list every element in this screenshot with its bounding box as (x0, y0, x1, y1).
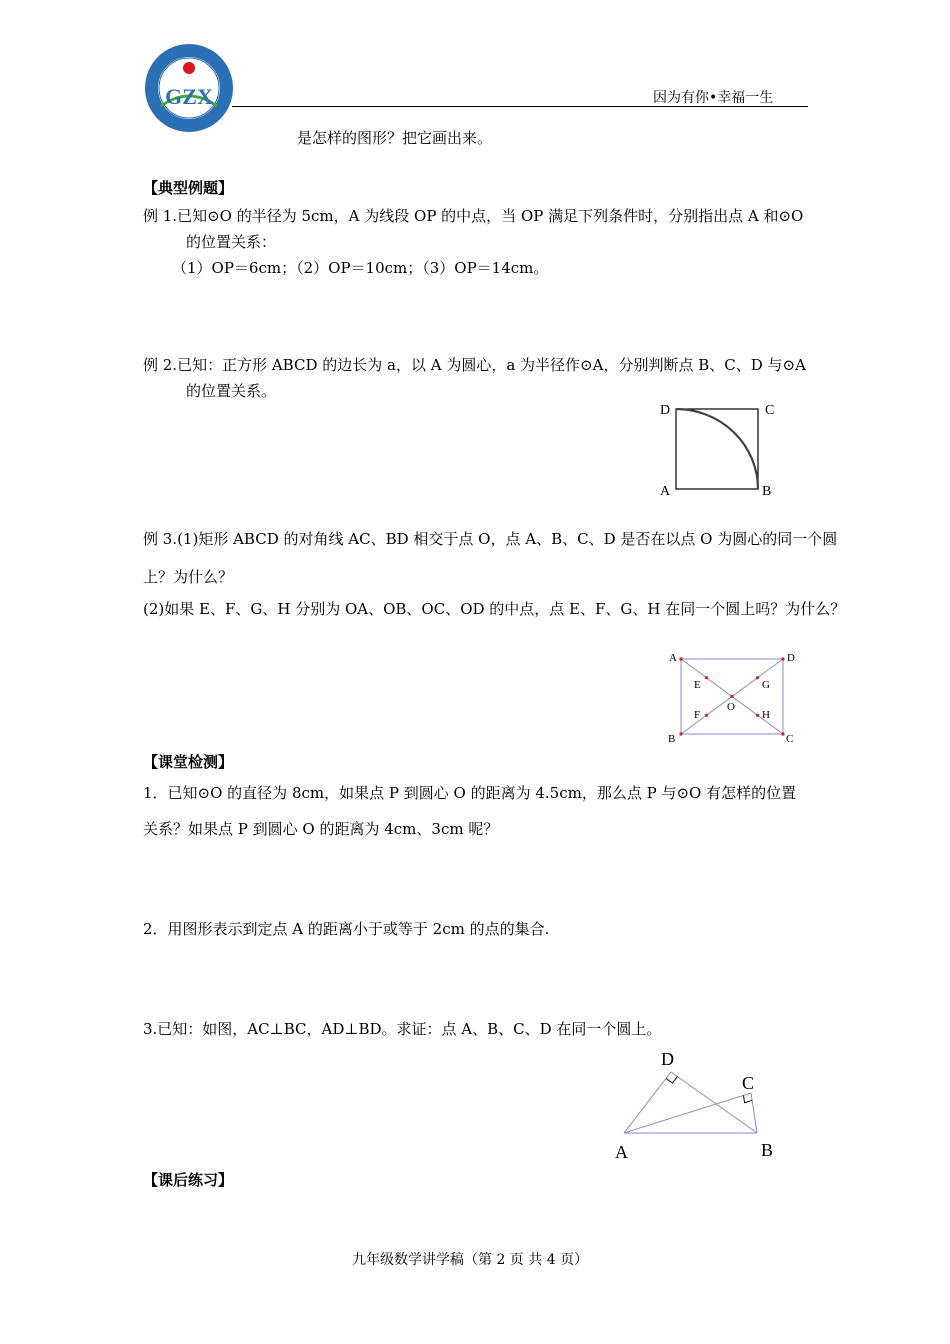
right-angle-mark-c (744, 1095, 753, 1102)
example3-line1: 例 3.(1)矩形 ABCD 的对角线 AC、BD 相交于点 O，点 A、B、C、D 是否在以点 O 为圆心的同一个圆 (143, 530, 838, 548)
segment-ac (624, 1093, 751, 1133)
label-b: B (762, 484, 772, 499)
label-c: C (786, 733, 794, 745)
point-o (730, 695, 733, 698)
rectangle-diagonals-figure (663, 644, 803, 748)
school-logo (143, 42, 235, 134)
point-a (679, 657, 682, 660)
logo-letters: GZX (165, 84, 213, 109)
point-d (781, 657, 784, 660)
check-q2: 2．用图形表示到定点 A 的距离小于或等于 2cm 的点的集合. (143, 920, 550, 938)
label-c: C (742, 1073, 755, 1093)
check-section-title: 【课堂检测】 (143, 753, 234, 771)
label-d: D (660, 403, 671, 418)
label-d: D (787, 652, 795, 664)
label-a: A (660, 484, 671, 499)
example3-line3: (2)如果 E、F、G、H 分别为 OA、OB、OC、OD 的中点，点 E、F、G、H 在同一个圆上吗？为什么？ (143, 600, 846, 618)
label-b: B (761, 1140, 774, 1160)
label-a: A (615, 1142, 628, 1162)
label-c: C (765, 403, 775, 418)
label-e: E (694, 679, 701, 691)
example1-line1: 例 1.已知⊙O 的半径为 5cm，A 为线段 OP 的中点，当 OP 满足下列条件时，分别指出点 A 和⊙O (143, 207, 804, 225)
square-abcd (676, 409, 758, 489)
examples-section-title: 【典型例题】 (143, 179, 234, 197)
arc-centered-a (676, 409, 758, 489)
segment-cb (751, 1093, 757, 1133)
page-footer: 九年级数学讲学稿（第 2 页 共 4 页） (352, 1252, 589, 1268)
logo-emblem-icon (143, 42, 235, 134)
label-f: F (694, 709, 701, 721)
label-d: D (661, 1049, 674, 1069)
homework-section-title: 【课后练习】 (143, 1171, 234, 1189)
point-c (781, 732, 784, 735)
example3-line2: 上？为什么？ (143, 568, 234, 586)
square-arc-figure (652, 396, 788, 502)
label-o: O (727, 701, 735, 713)
example1-line3: （1）OP＝6cm；（2）OP＝10cm；（3）OP＝14cm。 (172, 259, 549, 277)
example2-line2: 的位置关系。 (186, 382, 277, 400)
segment-ad (624, 1072, 671, 1133)
header-motto: 因为有你•幸福一生 (653, 90, 774, 106)
example1-line2: 的位置关系： (186, 233, 277, 251)
example2-line1: 例 2.已知：正方形 ABCD 的边长为 a，以 A 为圆心，a 为半径作⊙A，分别判断点 B、C、D 与⊙A (143, 356, 806, 374)
label-a: A (669, 652, 677, 664)
label-b: B (668, 733, 676, 745)
right-triangles-figure (610, 1044, 785, 1164)
point-g (756, 676, 759, 679)
label-h: H (762, 709, 770, 721)
check-q1-line1: 1．已知⊙O 的直径为 8cm，如果点 P 到圆心 O 的距离为 4.5cm，那么点 P 与⊙O 有怎样的位置 (143, 784, 797, 802)
point-h (756, 714, 759, 717)
point-f (705, 714, 708, 717)
point-b (679, 732, 682, 735)
label-g: G (762, 679, 770, 691)
right-angle-mark-d (666, 1077, 678, 1084)
check-q1-line2: 关系？如果点 P 到圆心 O 的距离为 4cm、3cm 呢？ (143, 820, 499, 838)
check-q3: 3.已知：如图，AC⊥BC，AD⊥BD。求证：点 A、B、C、D 在同一个圆上。 (143, 1020, 662, 1038)
point-e (705, 676, 708, 679)
intro-line: 是怎样的图形？把它画出来。 (297, 129, 493, 147)
